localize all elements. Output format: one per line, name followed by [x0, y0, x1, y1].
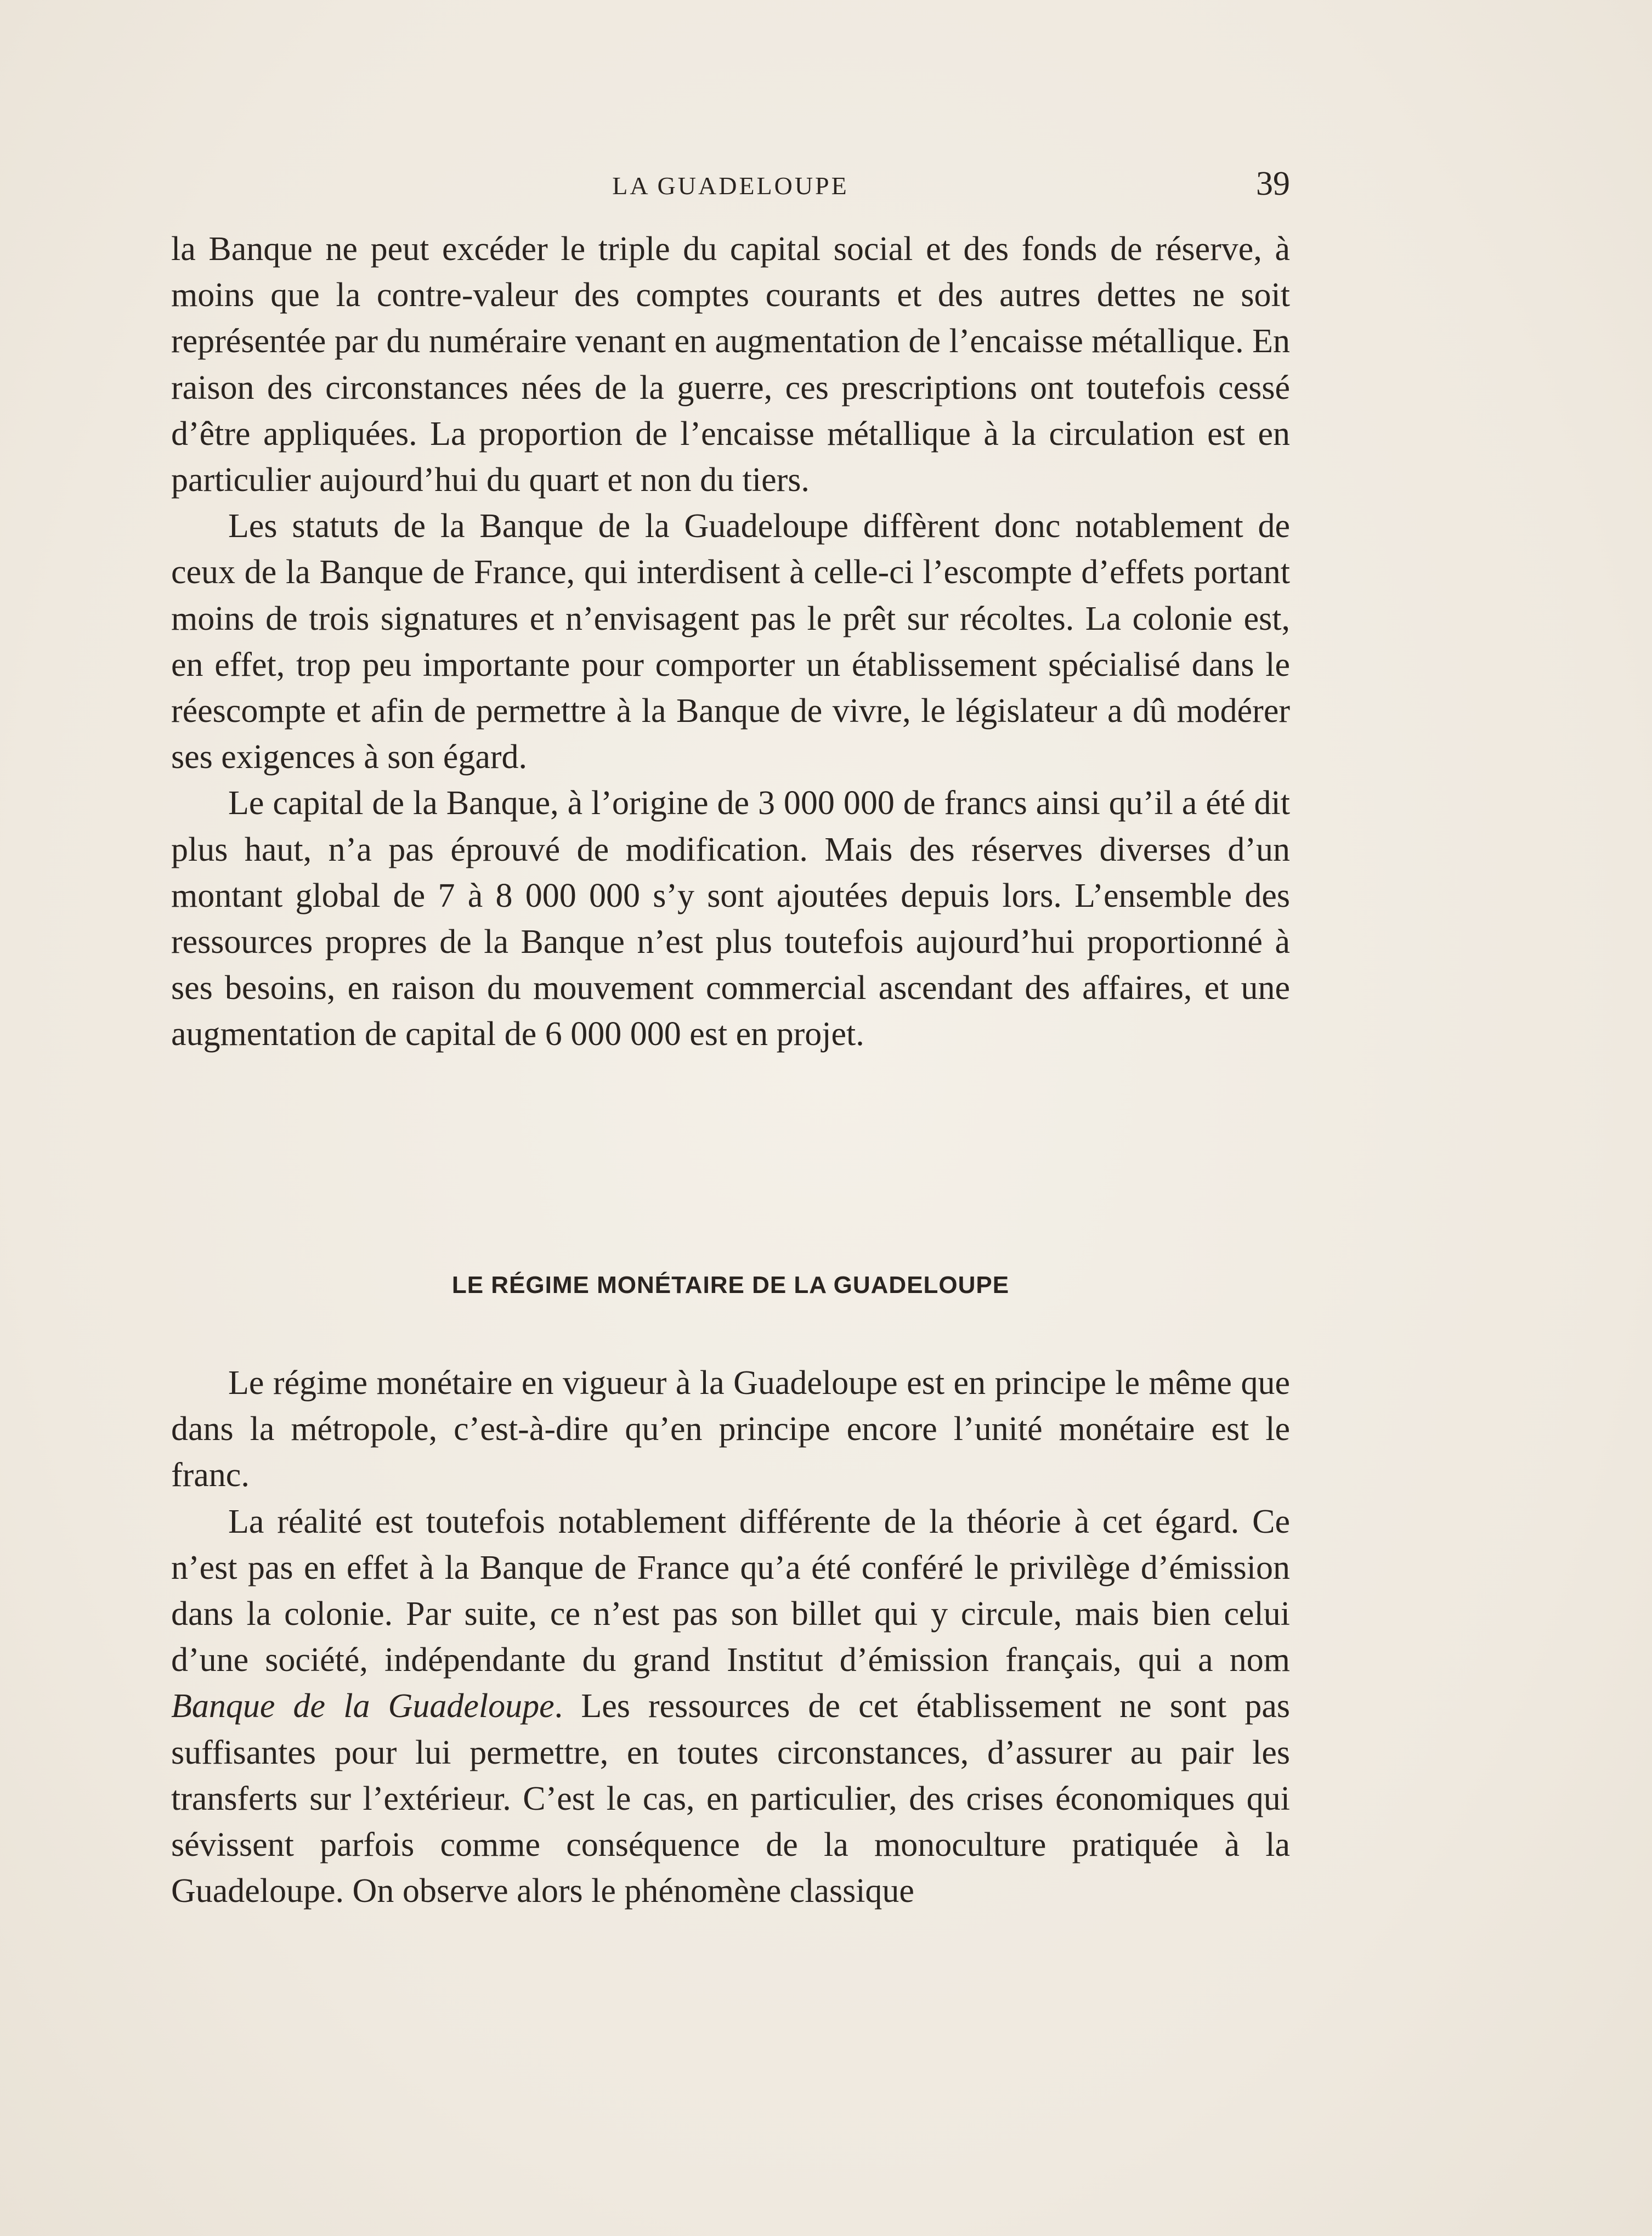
bank-name-italic: Banque de la Guadeloupe [171, 1687, 555, 1725]
paragraph-realite-start: La réalité est toutefois notablement différente de la théorie à cet égard. Ce n’est pas en effet à la Banque de France qu’a été conféré le privilège d’émission dans la colonie. Par suite, ce n’est pas son billet qui y circule, mais bien celui d’une société, indépendante du grand Institut d’émission français, qui a nom [171, 1503, 1290, 1679]
section-heading: LE RÉGIME MONÉTAIRE DE LA GUADELOUPE [451, 1272, 1010, 1298]
section-banque-text [171, 226, 1290, 1058]
paragraph-regime: Le régime monétaire en vigueur à la Guadeloupe est en principe le même que dans la métropole, c’est-à-dire qu’en principe encore l’unité monétaire est le franc. [171, 1364, 1290, 1494]
page-number: 39 [1256, 165, 1290, 202]
paragraph-capital: Le capital de la Banque, à l’origine de 3 000 000 de francs ainsi qu’il a été dit plus haut, n’a pas éprouvé de modification. Mais des réserves diverses d’un montant global de 7 à 8 000 000 s’y sont ajoutées depuis lors. L’ensemble des ressources propres de la Banque n’est plus toutefois aujourd’hui proportionné à ses besoins, en raison du mouvement commercial ascendant des affaires, et une augmentation de capital de 6 000 000 est en projet. [171, 784, 1290, 1053]
paragraph-statuts: Les statuts de la Banque de la Guadeloupe diffèrent donc notablement de ceux de la Banque de France, qui interdisent à celle-ci l’escompte d’effets portant moins de trois signatures et n’envisagent pas le prêt sur récoltes. La colonie est, en effet, trop peu importante pour comporter un établissement spécialisé dans le réescompte et afin de permettre à la Banque de vivre, le législateur a dû modérer ses exigences à son égard. [171, 507, 1290, 776]
running-title: LA GUADELOUPE [612, 172, 849, 200]
paragraph-realite [171, 1499, 1290, 1915]
paragraph-realite-end: . Les ressources de cet établissement ne sont pas suffisantes pour lui permettre, en toutes circonstances, d’assurer au pair les transferts sur l’extérieur. C’est le cas, en particulier, des crises économiques qui sévissent parfois comme conséquence de la monoculture pratiquée à la Guadeloupe. On observe alors le phénomène classique [171, 1687, 1290, 1910]
paragraph-continued: la Banque ne peut excéder le triple du capital social et des fonds de réserve, à moins que la contre-valeur des comptes courants et des autres dettes ne soit représentée par du numéraire venant en augmentation de l’encaisse métallique. En raison des circonstances nées de la guerre, ces prescriptions ont toutefois cessé d’être appliquées. La proportion de l’encaisse métallique à la circulation est en particulier aujourd’hui du quart et non du tiers. [171, 230, 1290, 499]
running-header [171, 165, 1290, 208]
section-regime-text [171, 1360, 1290, 1914]
